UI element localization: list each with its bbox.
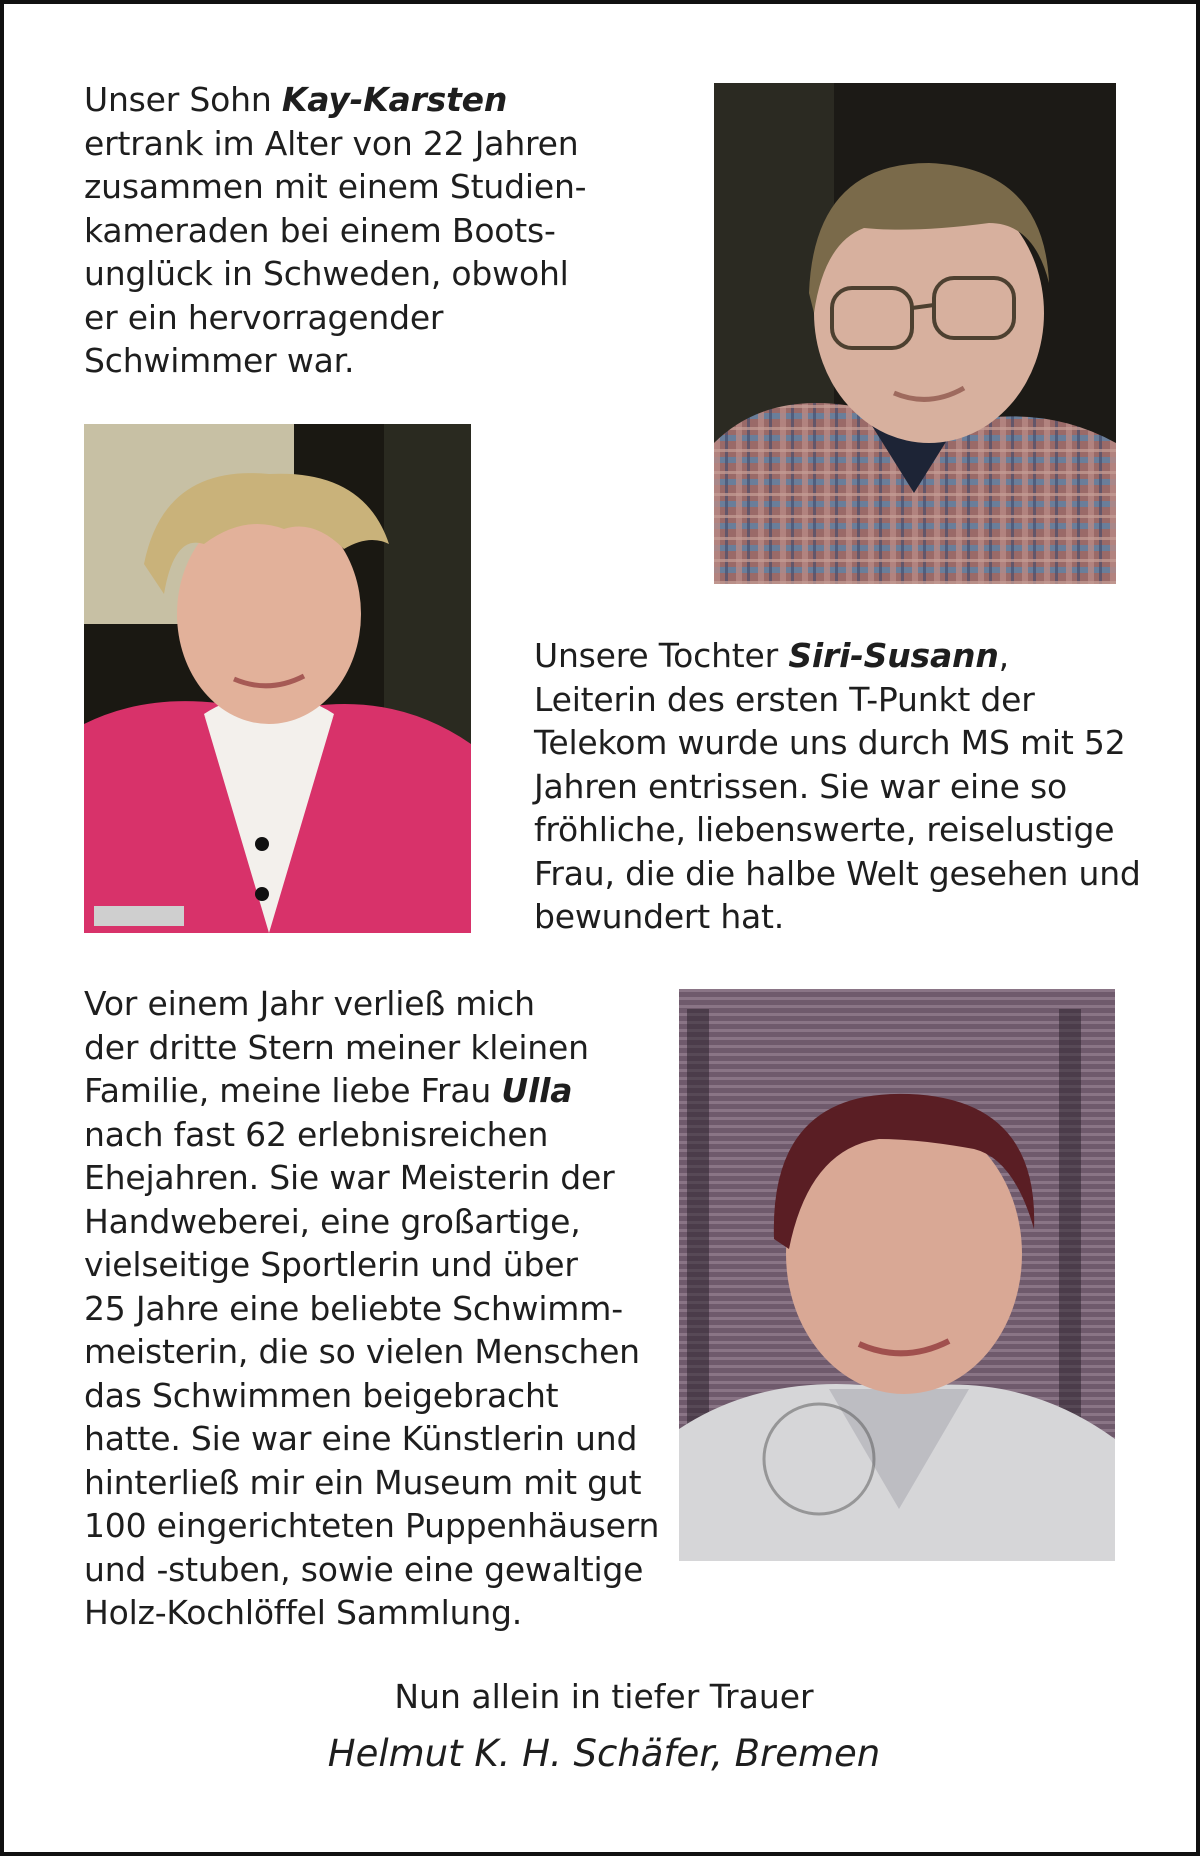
wife-lines-after	[84, 1113, 664, 1635]
text-line: Vor einem Jahr verließ mich	[84, 984, 535, 1023]
signature: Helmut K. H. Schäfer, Bremen	[327, 1732, 881, 1775]
text-line: ertrank im Alter von 22 Jahren	[84, 123, 579, 163]
wife-intro: Familie, meine liebe Frau	[84, 1071, 502, 1110]
wife-name-line	[84, 1069, 664, 1113]
text-line: Telekom wurde uns durch MS mit 52	[534, 723, 1126, 762]
wife-photo	[679, 989, 1115, 1561]
daughter-text	[534, 634, 1154, 939]
text-line: Leiterin des ersten T-Punkt der	[534, 679, 1035, 719]
daughter-intro: Unsere Tochter	[534, 636, 789, 675]
son-intro: Unser Sohn	[84, 80, 282, 119]
text-line: nach fast 62 erlebnisreichen	[84, 1114, 549, 1154]
wife-name: Ulla	[501, 1071, 573, 1110]
daughter-name: Siri-Susann	[788, 636, 999, 675]
daughter-first-line	[534, 634, 1154, 678]
daughter-photo	[84, 424, 471, 933]
text-line: Holz-Kochlöffel Sammlung.	[84, 1593, 523, 1632]
text-line: 100 eingerichteten Puppenhäusern	[84, 1506, 660, 1545]
text-line: vielseitige Sportlerin und über	[84, 1245, 578, 1284]
wife-lines-before	[84, 982, 664, 1069]
text-line: Handweberei, eine großartige,	[84, 1201, 581, 1241]
text-line: kameraden bei einem Boots-	[84, 210, 556, 250]
text-line: Frau, die die halbe Welt gesehen und	[534, 853, 1141, 893]
text-line: er ein hervorragender	[84, 297, 444, 337]
son-lines	[84, 122, 644, 383]
text-line: fröhliche, liebenswerte, reiselustige	[534, 810, 1115, 849]
text-line: hinterließ mir ein Museum mit gut	[84, 1462, 642, 1502]
text-line: und -stuben, sowie eine gewaltige	[84, 1549, 644, 1589]
text-line: meisterin, die so vielen Menschen	[84, 1332, 640, 1371]
closing-line: Nun allein in tiefer Trauer	[394, 1677, 814, 1716]
text-line: Schwimmer war.	[84, 341, 355, 380]
daughter-lines	[534, 678, 1154, 939]
son-name: Kay-Karsten	[281, 80, 508, 119]
text-line: zusammen mit einem Studien-	[84, 167, 587, 206]
son-photo	[714, 83, 1116, 584]
text-line: das Schwimmen beigebracht	[84, 1375, 559, 1415]
text-line: Ehejahren. Sie war Meisterin der	[84, 1158, 615, 1197]
son-text	[84, 78, 644, 383]
wife-text	[84, 982, 664, 1635]
text-line: Jahren entrissen. Sie war eine so	[534, 766, 1068, 806]
text-line: unglück in Schweden, obwohl	[84, 254, 569, 293]
son-first-line	[84, 78, 644, 122]
text-line: 25 Jahre eine beliebte Schwimm-	[84, 1288, 623, 1328]
text-line: bewundert hat.	[534, 897, 785, 936]
text-line: der dritte Stern meiner kleinen	[84, 1027, 589, 1067]
daughter-comma: ,	[998, 636, 1009, 675]
text-line: hatte. Sie war eine Künstlerin und	[84, 1419, 638, 1458]
